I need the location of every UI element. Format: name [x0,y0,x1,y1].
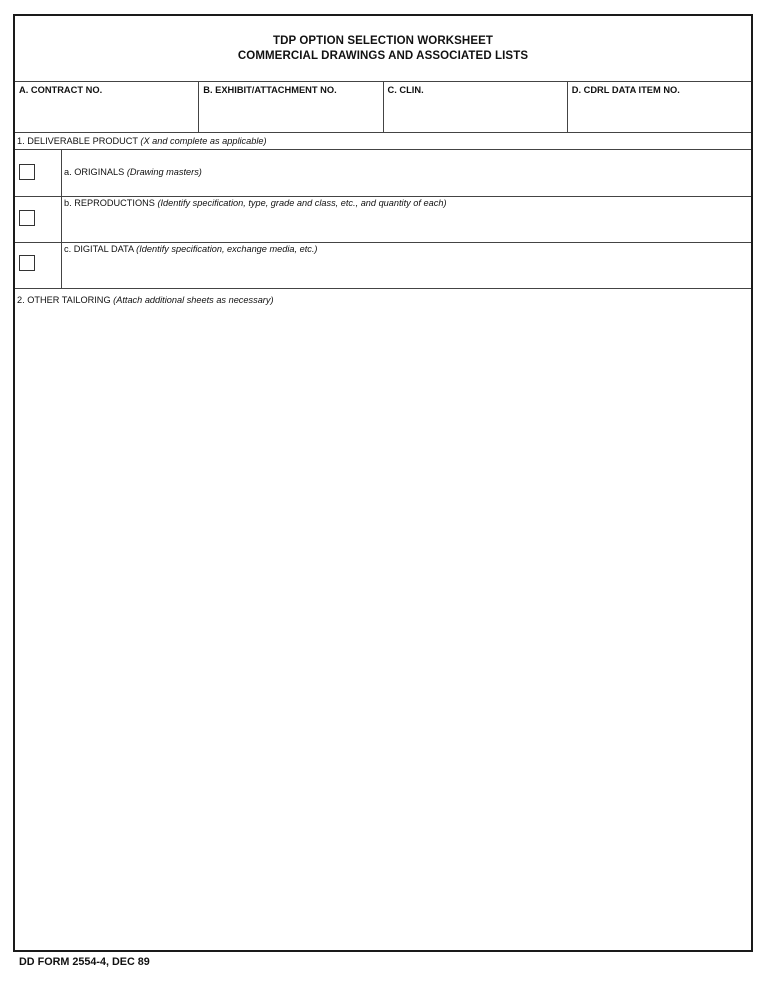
exhibit-attachment-no-label: B. EXHIBIT/ATTACHMENT NO. [203,85,337,95]
exhibit-attachment-no-input[interactable] [203,103,378,123]
originals-check-cell [15,150,62,196]
deliverable-product-label: 1. DELIVERABLE PRODUCT [17,136,138,146]
form-frame [13,14,753,952]
reproductions-text [64,198,447,208]
cdrl-data-item-no-field[interactable] [568,81,751,132]
originals-text [64,167,202,177]
digital-data-row [15,242,751,289]
digital-data-checkbox[interactable] [19,255,35,271]
reproductions-row [15,196,751,243]
form-subtitle: COMMERCIAL DRAWINGS AND ASSOCIATED LISTS [237,50,529,62]
originals-row [15,150,751,197]
other-tailoring-label: 2. OTHER TAILORING [17,295,111,305]
cdrl-data-item-no-input[interactable] [572,103,747,123]
digital-data-check-cell [15,242,62,288]
reproductions-checkbox[interactable] [19,210,35,226]
clin-label: C. CLIN. [387,85,424,95]
clin-field[interactable] [384,81,568,132]
cdrl-data-item-no-label: D. CDRL DATA ITEM NO. [571,85,680,95]
other-tailoring-heading [17,295,274,305]
contract-no-input[interactable] [19,103,194,123]
deliverable-product-note: (X and complete as applicable) [140,136,267,146]
originals-label: a. ORIGINALS [64,167,125,177]
reproductions-note: (Identify specification, type, grade and class, etc., and quantity of each) [157,198,447,208]
other-tailoring-note: (Attach additional sheets as necessary) [113,295,274,305]
contract-no-field[interactable] [15,81,199,132]
digital-data-text [64,244,317,254]
clin-input[interactable] [388,103,563,123]
form-title: TDP OPTION SELECTION WORKSHEET [272,35,494,47]
reproductions-check-cell [15,196,62,242]
reproductions-label: b. REPRODUCTIONS [64,198,155,208]
digital-data-note: (Identify specification, exchange media, etc.) [136,244,318,254]
reproductions-input[interactable] [64,223,745,239]
exhibit-attachment-no-field[interactable] [199,81,383,132]
header-fields-row [15,81,751,133]
deliverable-product-heading [15,132,751,150]
digital-data-label: c. DIGITAL DATA [64,244,134,254]
form-number: DD FORM 2554-4, DEC 89 [19,956,150,968]
other-tailoring-input[interactable] [17,311,749,948]
form-title-block [15,16,751,82]
originals-note: (Drawing masters) [126,167,202,177]
digital-data-input[interactable] [64,269,745,285]
contract-no-label: A. CONTRACT NO. [19,85,103,95]
originals-checkbox[interactable] [19,164,35,180]
